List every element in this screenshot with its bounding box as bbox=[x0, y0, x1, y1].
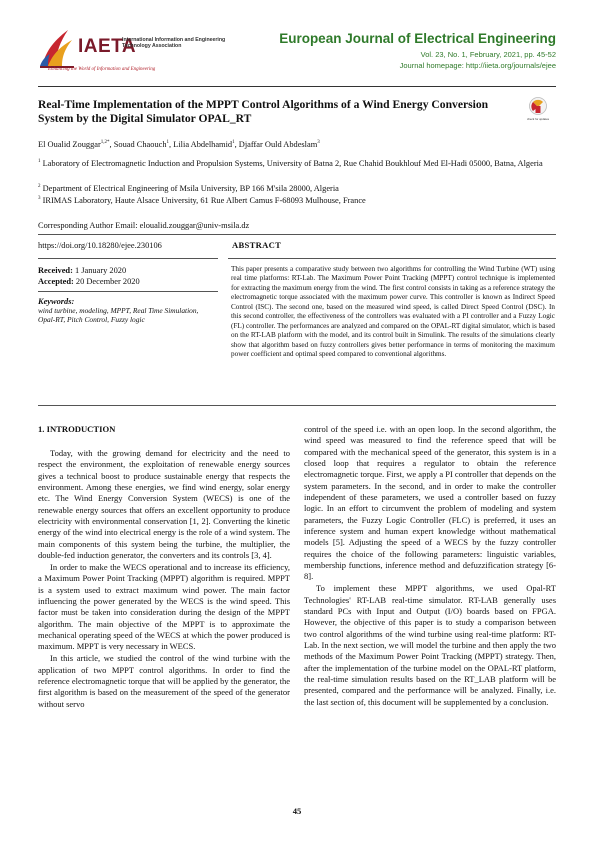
author-affiliation-mark: 3 bbox=[317, 140, 320, 145]
info-divider bbox=[38, 258, 218, 259]
corresponding-author-email[interactable]: Corresponding Author Email: eloualid.zouggar@univ-msila.dz bbox=[38, 221, 250, 230]
accepted-label: Accepted: bbox=[38, 277, 74, 286]
affiliation-text: IRIMAS Laboratory, Haute Alsace University, 61 Rue Albert Camus F-68093 Mulhouse, France bbox=[42, 195, 366, 205]
logo-wordmark: IAETA bbox=[78, 36, 137, 57]
body-paragraph: In this article, we studied the control of the wind turbine with the application of two MPPT control algorithms. In order to find the reference electromagnetic torque that will be applied by the generator, the first algorithm is based on the measurement of the speed of the generator without servo bbox=[38, 653, 290, 709]
journal-header bbox=[38, 18, 556, 82]
journal-name: European Journal of Electrical Engineering bbox=[279, 31, 556, 46]
author-name: Lilia Abdelhamid bbox=[173, 139, 233, 149]
svg-text:check for updates: check for updates bbox=[526, 117, 550, 121]
info-divider bbox=[38, 291, 218, 292]
affiliation-text: Laboratory of Electromagnetic Induction and Propulsion Systems, University of Batna 2, Rue Chahid Boukhlouf Med El-Hadi 05000, Batna, Algeria bbox=[42, 158, 543, 168]
logo-organization: International Information and Engineering Technology Association bbox=[122, 37, 226, 49]
abstract-divider bbox=[228, 258, 556, 259]
check-for-updates-icon[interactable] bbox=[526, 96, 550, 122]
body-paragraph: Today, with the growing demand for electricity and the need to respect the environment, the exploitation of renewable energy sources gives a technical boost to produce sustainable energy that respects the environment. Among these energies, we find wind energy, solar energy etc. The Wind Energy Conversion System (WECS) is one of the renewable energy sources that offers an excellent opportunity to produce electricity with environmental conservation [1, 2]. Converting the kinetic energy of the wind into electrical energy is the role of a wind system. The main components of this system being the turbine, the multiplier, the double-fed induction generator, the converters and its controls [3, 4]. bbox=[38, 448, 290, 561]
author-affiliation-mark: 1,2* bbox=[100, 140, 110, 145]
author-affiliation-mark: 1 bbox=[232, 140, 235, 145]
front-matter-divider-bottom bbox=[38, 405, 556, 406]
author-name: El Oualid Zouggar bbox=[38, 139, 101, 149]
logo-tagline: Enhancing the World of Information and Engineering bbox=[48, 67, 156, 72]
journal-info bbox=[256, 18, 556, 78]
body-paragraph: control of the speed i.e. with an open loop. In the second algorithm, the wind speed was measured to find the reference speed that will be compared with the mechanical speed of the generator, this system is in a closed loop that requires a regulator to obtain the reference electromagnetic torque. First, we apply a PI controller that depends on the system parameters. In the second, and in order to make the controller independent of these parameters, we used a controller based on fuzzy logic. In an effort to circumvent the problem of modeling and system parameters, the Fuzzy Logic Controller (FLC) is preferred, it uses an inference system and human expert knowledge without mathematical models [5]. Adjusting the speed of a WECS by the fuzzy controller requires the choice of the following parameters: linguistic variables, membership functions, inference method and defuzzification strategy [6-8]. bbox=[304, 424, 556, 582]
affiliation-text: Department of Electrical Engineering of Msila University, BP 166 M'sila 28000, Algeria bbox=[42, 183, 339, 193]
body-paragraph: In order to make the WECS operational and to increase its efficiency, a Maximum Power Point Tracking (MPPT) algorithm is required. MPPT is a system used to extract maximum wind power. The main factor influencing the power generated by the WECS is the wind speed. This factor must be taken into consideration during the design of the MPPT algorithm. The main objective of the MPPT is to approximate the mechanical operating speed of the WECS at which the power produced is maximum. MPPT is very necessary in WECS. bbox=[38, 561, 290, 652]
keywords-heading: Keywords: bbox=[38, 297, 75, 306]
iieta-logo[interactable] bbox=[38, 22, 228, 78]
page-number: 45 bbox=[292, 806, 302, 816]
affiliation bbox=[38, 181, 556, 194]
body-column-right bbox=[304, 424, 556, 709]
header-divider bbox=[38, 86, 556, 87]
author-list: El Oualid Zouggar$^{1,2*}$, Souad Chaouch$^1$, Lilia Abdelhamid$^1$, Djaffar Ould Abdeslam$^3$ bbox=[38, 139, 320, 149]
author-name: Djaffar Ould Abdeslam bbox=[238, 139, 318, 149]
abstract-heading: ABSTRACT bbox=[232, 240, 282, 250]
doi-link[interactable]: https://doi.org/10.18280/ejee.230106 bbox=[38, 241, 162, 250]
affiliation bbox=[38, 193, 556, 206]
journal-volume: Vol. 23, No. 1, February, 2021, pp. 45-52 bbox=[420, 50, 556, 59]
received-label: Received: bbox=[38, 266, 73, 275]
author-name: Souad Chaouch bbox=[113, 139, 167, 149]
affiliation-number: 1 bbox=[38, 159, 41, 164]
affiliation-number: 3 bbox=[38, 196, 41, 201]
front-matter-divider-top bbox=[38, 234, 556, 235]
author-affiliation-mark: 1 bbox=[166, 140, 170, 145]
body-paragraph: To implement these MPPT algorithms, we used Opal-RT Technologies' RT-LAB real-time simulator. RT-LAB generally uses standard PCs with Input and Output (I/O) boards based on FPGA. However, the objective of this paper is to study a comparison between two control algorithms of the wind turbine using real-time platform: RT-Lab. In the next section, we will model the turbine and then apply the two methods of the Maximum Power Point Tracking (MPPT) strategy. Then, after the implementation of the turbine model on the OPAL-RT platform, the real-time simulation results based on the RT_LAB platform will be presented, compared and the performance will be analyzed. Finally, i.e. the last section of, this document will be supplemented by a conclusion. bbox=[304, 583, 556, 707]
paper-title: Real-Time Implementation of the MPPT Control Algorithms of a Wind Energy Conversion System by the Digital Simulator OPAL_RT bbox=[38, 98, 489, 125]
article-dates bbox=[38, 265, 140, 287]
affiliation bbox=[38, 156, 556, 169]
accepted-value: 20 December 2020 bbox=[75, 277, 140, 286]
section-heading: 1. INTRODUCTION bbox=[38, 424, 116, 434]
received-value: 1 January 2020 bbox=[74, 266, 127, 275]
accepted-date bbox=[38, 276, 140, 287]
body-column-left bbox=[38, 424, 290, 710]
journal-homepage-link[interactable]: Journal homepage: http://iieta.org/journals/ejee bbox=[399, 61, 556, 70]
affiliation-number: 2 bbox=[38, 184, 41, 189]
abstract-text: This paper presents a comparative study between two algorithms for controlling the Wind Turbine (WT) using real time platforms: RT-Lab. The Maximum Power Point Tracking (MPPT) control technique is implemented for extracting the maximum energy from the wind. The first control consists in taking as a reference strategy the electromagnetic torque associated with the maximum power curve. This controller is known as Indirect Speed Control (ISC). The second one, based on the measured wind speed, is called Direct Speed Control (DSC). In this second controller, the effectiveness of the controllers was evaluated with a PI controller and a Fuzzy Logic (FL) controller. The performances are analyzed and compared on the OPAL-RT digital simulator, which is based on the RT-LAB platform with the model, and its control built in Simulink. The results of the simulations clearly show that algorithm based on fuzzy controllers gives better performance in terms of monitoring the maximum power coefficient and optimal speed compared to conventional algorithms. bbox=[231, 265, 555, 359]
received-date bbox=[38, 265, 140, 276]
keywords-list: wind turbine, modeling, MPPT, Real Time Simulation, Opal-RT, Pitch Control, Fuzzy logic bbox=[38, 306, 199, 325]
